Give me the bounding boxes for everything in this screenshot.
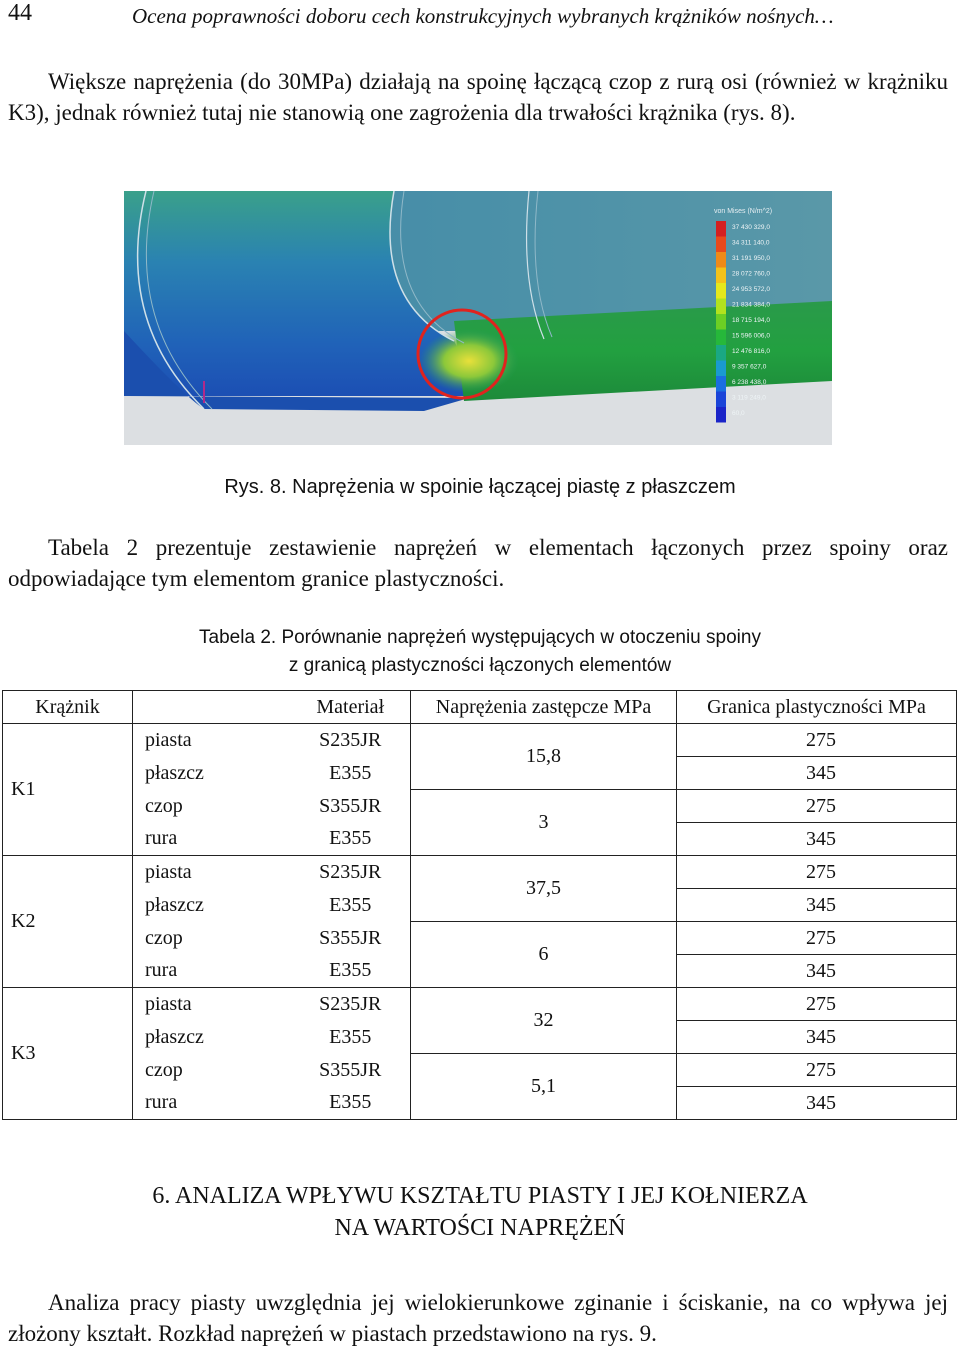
cell-material: S235JR	[291, 724, 411, 757]
legend-color-swatch	[716, 330, 726, 346]
cell-element: piasta	[133, 724, 291, 757]
header-element	[133, 691, 291, 724]
legend-value: 21 834 384,0	[732, 301, 770, 309]
legend-color-swatch	[716, 237, 726, 253]
running-title: Ocena poprawności doboru cech konstrukcyjnych wybranych krążników nośnych…	[132, 4, 834, 28]
fea-render	[124, 191, 832, 445]
cell-material: E355	[291, 823, 411, 856]
legend-title: von Mises (N/m^2)	[714, 208, 773, 215]
cell-material: S355JR	[291, 790, 411, 823]
cell-granica: 275	[677, 922, 957, 955]
legend-color-swatch	[716, 407, 726, 423]
cell-element: czop	[133, 1054, 291, 1087]
legend-color-swatch	[716, 252, 726, 268]
figure-caption	[0, 476, 960, 499]
cell-material: E355	[291, 757, 411, 790]
page-header	[8, 0, 948, 34]
cell-granica: 345	[677, 1087, 957, 1120]
cell-element: piasta	[133, 856, 291, 889]
cell-element: płaszcz	[133, 1021, 291, 1054]
cell-element: rura	[133, 955, 291, 988]
cell-material: S235JR	[291, 856, 411, 889]
paragraph-intro: Większe naprężenia (do 30MPa) działają na spoinę łączącą czop z rurą osi (również w krążniku K3), jednak również tutaj nie stanowią one zagrożenia dla trwałości krążnika (rys. 8).	[8, 69, 948, 125]
table-caption-line-2: z granicą plastyczności łączonych elementów	[288, 655, 672, 676]
cell-element: rura	[133, 1087, 291, 1120]
cell-granica: 275	[677, 790, 957, 823]
legend-value: 31 191 950,0	[732, 255, 770, 262]
cell-granica: 345	[677, 955, 957, 988]
section-heading-line-1: 6. ANALIZA WPŁYWU KSZTAŁTU PIASTY I JEJ KOŁNIERZA	[152, 1183, 808, 1209]
legend-color-swatch	[716, 314, 726, 330]
table-row	[3, 790, 957, 823]
cell-naprezenie: 32	[411, 988, 677, 1054]
table-row	[3, 988, 957, 1021]
cell-krąznik: K1	[3, 724, 133, 856]
legend-color-swatch	[716, 345, 726, 361]
legend-color-swatch	[716, 299, 726, 315]
legend-color-swatch	[716, 221, 726, 237]
cell-element: rura	[133, 823, 291, 856]
stress-simulation-figure	[124, 191, 832, 445]
cell-naprezenie: 15,8	[411, 724, 677, 790]
cell-naprezenie: 6	[411, 922, 677, 988]
cell-material: E355	[291, 955, 411, 988]
legend-color-swatch	[716, 361, 726, 377]
cell-naprezenie: 5,1	[411, 1054, 677, 1120]
cell-material: E355	[291, 1021, 411, 1054]
table-caption-line-1: Tabela 2. Porównanie naprężeń występujących w otoczeniu spoiny	[199, 627, 761, 648]
table-caption	[0, 624, 960, 680]
cell-element: płaszcz	[133, 889, 291, 922]
table-row	[3, 724, 957, 757]
section-heading	[0, 1180, 960, 1244]
legend-value: 34 311 140,0	[732, 239, 770, 247]
header-krąznik: Krążnik	[3, 691, 133, 724]
cell-element: czop	[133, 922, 291, 955]
cell-naprezenie: 3	[411, 790, 677, 856]
cell-material: S355JR	[291, 1054, 411, 1087]
cell-granica: 345	[677, 823, 957, 856]
legend-color-swatch	[716, 376, 726, 392]
legend-value: 15 596 006,0	[732, 332, 770, 340]
figure-caption-number: Rys. 8.	[224, 476, 287, 498]
cell-material: E355	[291, 1087, 411, 1120]
legend-value: 18 715 194,0	[732, 317, 770, 324]
legend-value: 3 119 249,0	[732, 394, 766, 402]
legend-value: 24 953 572,0	[732, 286, 770, 293]
legend-color-swatch	[716, 268, 726, 284]
table-row	[3, 1054, 957, 1087]
cell-granica: 345	[677, 1021, 957, 1054]
legend-value: 37 430 329,0	[732, 224, 770, 231]
legend-value: 6 238 438,0	[732, 379, 767, 386]
legend-value: 9 357 627,0	[732, 363, 767, 371]
cell-granica: 345	[677, 889, 957, 922]
header-material: Materiał	[291, 691, 411, 724]
cell-material: S235JR	[291, 988, 411, 1021]
cell-naprezenie: 37,5	[411, 856, 677, 922]
stress-comparison-table	[2, 690, 957, 1120]
cell-element: płaszcz	[133, 757, 291, 790]
cell-granica: 275	[677, 988, 957, 1021]
table-body	[3, 724, 957, 1120]
legend-color-swatch	[716, 283, 726, 299]
cell-granica: 345	[677, 757, 957, 790]
table-header-row	[3, 691, 957, 724]
legend-color-swatch	[716, 392, 726, 408]
legend-value: 28 072 760,0	[732, 270, 770, 278]
cell-element: czop	[133, 790, 291, 823]
legend-value: 60,0	[732, 410, 745, 417]
header-granica: Granica plastyczności MPa	[677, 691, 957, 724]
cell-granica: 275	[677, 856, 957, 889]
cell-material: E355	[291, 889, 411, 922]
paragraph-table-intro: Tabela 2 prezentuje zestawienie naprężeń w elementach łączonych przez spoiny oraz odpowiadające tym elementom granice plastyczności.	[8, 535, 948, 591]
section-heading-line-2: NA WARTOŚCI NAPRĘŻEŃ	[334, 1215, 626, 1241]
cell-krąznik: K2	[3, 856, 133, 988]
cell-granica: 275	[677, 724, 957, 757]
legend-value: 12 476 816,0	[732, 348, 770, 355]
cell-material: S355JR	[291, 922, 411, 955]
header-naprezenia: Naprężenia zastępcze MPa	[411, 691, 677, 724]
cell-element: piasta	[133, 988, 291, 1021]
cell-krąznik: K3	[3, 988, 133, 1120]
figure-caption-text: Naprężenia w spoinie łączącej piastę z płaszczem	[292, 476, 736, 498]
page-number: 44	[8, 0, 32, 26]
table-row	[3, 856, 957, 889]
paragraph-analysis: Analiza pracy piasty uwzględnia jej wielokierunkowe zginanie i ściskanie, na co wpływa jej złożony kształt. Rozkład naprężeń w piastach przedstawiono na rys. 9.	[8, 1290, 948, 1346]
cell-granica: 275	[677, 1054, 957, 1087]
table-row	[3, 922, 957, 955]
